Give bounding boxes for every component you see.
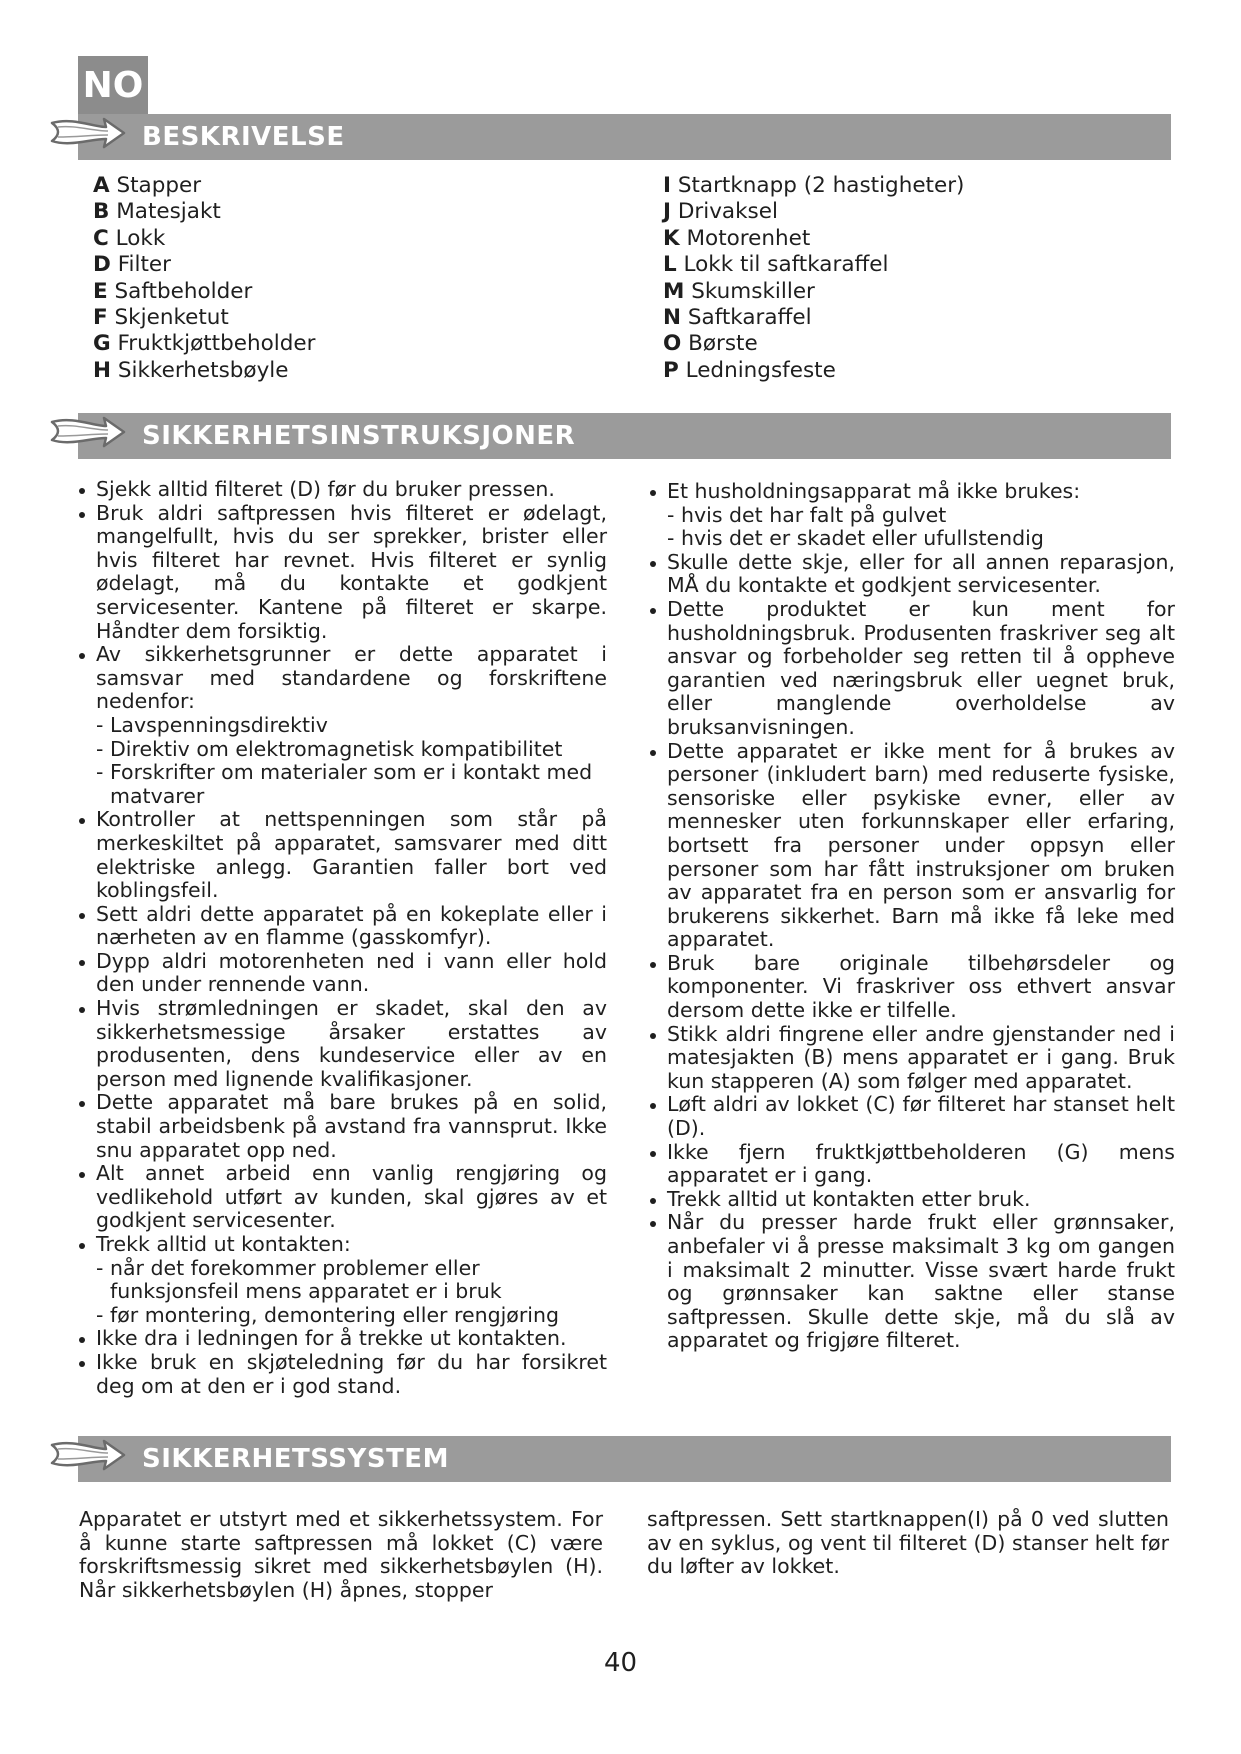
system-text-left <box>79 1508 603 1602</box>
safety-subitem: - når det forekommer problemer eller funksjonsfeil mens apparatet er i bruk <box>96 1257 607 1304</box>
system-text-right <box>647 1508 1169 1579</box>
part-label: Saftkaraffel <box>681 305 812 331</box>
part-letter: H <box>93 357 111 383</box>
safety-text: Kontroller at nettspenningen som står på merkeskiltet på apparatet, samsvarer med ditt elektriske anlegg. Garantien faller bort ved koblingsfeil. <box>96 807 607 903</box>
part-label: Sikkerhetsbøyle <box>111 357 289 383</box>
section-header-sikkerhetsinstruksjoner <box>78 413 1171 459</box>
safety-text: Et husholdningsapparat må ikke brukes: <box>667 479 1081 503</box>
arrow-icon <box>48 1435 128 1475</box>
safety-item <box>76 1351 607 1398</box>
safety-item <box>76 502 607 644</box>
part-item <box>93 279 613 305</box>
safety-text: Stikk aldri fingrene eller andre gjenstander ned i matesjakten (B) mens apparatet er i gang. Bruk kun stapperen (A) som følger med apparatet. <box>667 1021 1175 1093</box>
safety-text: Sjekk alltid filteret (D) før du bruker pressen. <box>96 477 555 501</box>
safety-subitem: - Lavspenningsdirektiv <box>96 714 607 738</box>
safety-item <box>76 1091 607 1162</box>
parts-list-right <box>663 173 1183 384</box>
safety-subitem: - Forskrifter om materialer som er i kontakt med matvarer <box>96 761 607 808</box>
safety-subitem: - hvis det er skadet eller ufullstendig <box>667 527 1175 551</box>
part-label: Skumskiller <box>684 278 815 304</box>
safety-item <box>647 1023 1175 1094</box>
part-item <box>93 331 613 357</box>
safety-item <box>647 1141 1175 1188</box>
part-letter: J <box>663 199 671 225</box>
part-letter: E <box>93 278 108 304</box>
safety-item <box>76 997 607 1091</box>
part-letter: B <box>93 199 110 225</box>
safety-text: Dette produktet er kun ment for husholdningsbruk. Produsenten fraskriver seg alt ansvar og forbeholder seg retten til å oppheve garantien ved næringsbruk eller uegnet bruk, eller manglende overholdelse av bruksanvisningen. <box>667 596 1175 739</box>
safety-item <box>647 1211 1175 1353</box>
safety-text: Dette apparatet er ikke ment for å brukes av personer (inkludert barn) med reduserte fysiske, sensoriske eller psykiske evner, eller av mennesker uten forkunnskaper eller erfaring, bortsett fra personer under oppsyn eller personer som har fått instruksjoner om bruken av apparatet fra en person som er ansvarlig for brukerens sikkerhet. Barn må ikke få leke med apparatet. <box>667 738 1175 952</box>
safety-text: Trekk alltid ut kontakten: <box>96 1232 351 1256</box>
part-item <box>93 199 613 225</box>
safety-text: Hvis strømledningen er skadet, skal den av sikkerhetsmessige årsaker erstattes av produsenten, dens kundeservice eller av en person med lignende kvalifikasjoner. <box>96 996 607 1091</box>
part-label: Motorenhet <box>679 225 811 251</box>
language-tab: NO <box>78 56 148 114</box>
part-item <box>93 358 613 384</box>
safety-text: Ikke fjern fruktkjøttbeholderen (G) mens apparatet er i gang. <box>667 1139 1175 1188</box>
safety-text: Bruk aldri saftpressen hvis filteret er ødelagt, mangelfullt, hvis du ser sprekker, brister eller hvis filteret har revnet. Hvis filteret er synlig ødelagt, må du kontakte et godkjent servicesenter. Kantene på filteret er skarpe. Håndter dem forsiktig. <box>96 500 607 643</box>
safety-item <box>76 1233 607 1327</box>
arrow-icon <box>48 113 128 153</box>
part-label: Filter <box>110 252 171 278</box>
safety-subitem: - før montering, demontering eller rengjøring <box>96 1304 607 1328</box>
part-letter: G <box>93 331 111 357</box>
part-label: Startknapp (2 hastigheter) <box>671 173 965 198</box>
safety-item <box>647 480 1175 551</box>
safety-item <box>76 643 607 808</box>
section-header-beskrivelse <box>78 114 1171 160</box>
part-letter: N <box>663 305 681 331</box>
safety-text: Dypp aldri motorenheten ned i vann eller hold den under rennende vann. <box>96 948 607 997</box>
part-item <box>663 305 1183 331</box>
safety-item <box>647 1188 1175 1212</box>
part-letter: I <box>663 173 671 198</box>
safety-item <box>647 551 1175 598</box>
safety-subitem: - hvis det har falt på gulvet <box>667 504 1175 528</box>
part-label: Lokk til saftkaraffel <box>676 252 889 278</box>
parts-list-left <box>93 173 613 384</box>
safety-item <box>76 808 607 902</box>
part-item <box>663 252 1183 278</box>
section-header-sikkerhetssystem <box>78 1436 1171 1482</box>
part-item <box>663 226 1183 252</box>
part-label: Stapper <box>109 173 202 198</box>
system-paragraph: saftpressen. Sett startknappen(I) på 0 ved slutten av en syklus, og vent til filteret (D) stanser helt før du løfter av lokket. <box>647 1507 1169 1579</box>
part-item <box>663 331 1183 357</box>
part-letter: F <box>93 305 108 331</box>
safety-item <box>76 903 607 950</box>
part-label: Saftbeholder <box>107 278 253 304</box>
page-number: 40 <box>603 1648 638 1678</box>
part-letter: O <box>663 331 682 357</box>
part-label: Matesjakt <box>109 199 221 225</box>
part-label: Ledningsfeste <box>678 357 836 383</box>
part-letter: K <box>663 225 680 251</box>
safety-text: Skulle dette skje, eller for all annen reparasjon, MÅ du kontakte et godkjent servicesenter. <box>667 549 1175 598</box>
part-letter: L <box>663 252 677 278</box>
safety-list-right <box>647 480 1175 1353</box>
safety-text: Trekk alltid ut kontakten etter bruk. <box>667 1186 1031 1211</box>
part-item <box>663 279 1183 305</box>
part-item <box>93 173 613 199</box>
part-label: Lokk <box>108 225 166 251</box>
safety-list-left <box>76 478 607 1398</box>
safety-item <box>647 952 1175 1023</box>
safety-text: Av sikkerhetsgrunner er dette apparatet i samsvar med standardene og forskriftene nedenfor: <box>96 642 607 714</box>
safety-subitem: - Direktiv om elektromagnetisk kompatibilitet <box>96 738 607 762</box>
part-item <box>93 252 613 278</box>
part-label: Skjenketut <box>107 305 229 331</box>
safety-text: Løft aldri av lokket (C) før filteret har stanset helt (D). <box>667 1092 1175 1141</box>
part-letter: M <box>663 278 685 304</box>
part-letter: P <box>663 357 679 383</box>
section-title: SIKKERHETSSYSTEM <box>142 1444 449 1474</box>
part-letter: C <box>93 225 109 251</box>
section-title: SIKKERHETSINSTRUKSJONER <box>142 421 576 451</box>
part-label: Drivaksel <box>671 199 778 225</box>
safety-item <box>76 950 607 997</box>
arrow-icon <box>48 412 128 452</box>
part-letter: D <box>93 252 111 278</box>
safety-text: Bruk bare originale tilbehørsdeler og komponenter. Vi fraskriver oss ethvert ansvar dersom dette ikke er tilfelle. <box>667 950 1175 1023</box>
part-label: Børste <box>681 331 758 357</box>
safety-text: Alt annet arbeid enn vanlig rengjøring og vedlikehold utført av kunden, skal gjøres av et godkjent servicesenter. <box>96 1161 607 1233</box>
safety-text: Sett aldri dette apparatet på en kokeplate eller i nærheten av en flamme (gasskomfyr). <box>96 901 607 950</box>
safety-item <box>647 598 1175 740</box>
part-item <box>93 226 613 252</box>
part-item <box>663 173 1183 199</box>
safety-text: Ikke bruk en skjøteledning før du har forsikret deg om at den er i god stand. <box>96 1349 607 1398</box>
section-title: BESKRIVELSE <box>142 122 345 152</box>
safety-item <box>647 1093 1175 1140</box>
safety-text: Ikke dra i ledningen for å trekke ut kontakten. <box>96 1326 567 1351</box>
safety-text: Dette apparatet må bare brukes på en solid, stabil arbeidsbenk på avstand fra vannsprut. Ikke snu apparatet opp ned. <box>96 1090 607 1162</box>
safety-item <box>76 478 607 502</box>
safety-item <box>647 740 1175 952</box>
part-item <box>93 305 613 331</box>
part-item <box>663 358 1183 384</box>
safety-item <box>76 1162 607 1233</box>
safety-text: Når du presser harde frukt eller grønnsaker, anbefaler vi å presse maksimalt 3 kg om gangen i maksimalt 2 minutter. Visse svært harde frukt og grønnsaker kan saktne eller stanse saftpressen. Skulle dette skje, må du slå av apparatet og frigjøre filteret. <box>667 1210 1175 1353</box>
system-paragraph: Apparatet er utstyrt med et sikkerhetssystem. For å kunne starte saftpressen må lokket (C) være forskriftsmessig sikret med sikkerhetsbøylen (H). Når sikkerhetsbøylen (H) åpnes, stopper <box>79 1507 603 1602</box>
part-label: Fruktkjøttbeholder <box>110 331 316 357</box>
part-letter: A <box>93 173 110 198</box>
safety-item <box>76 1327 607 1351</box>
part-item <box>663 199 1183 225</box>
